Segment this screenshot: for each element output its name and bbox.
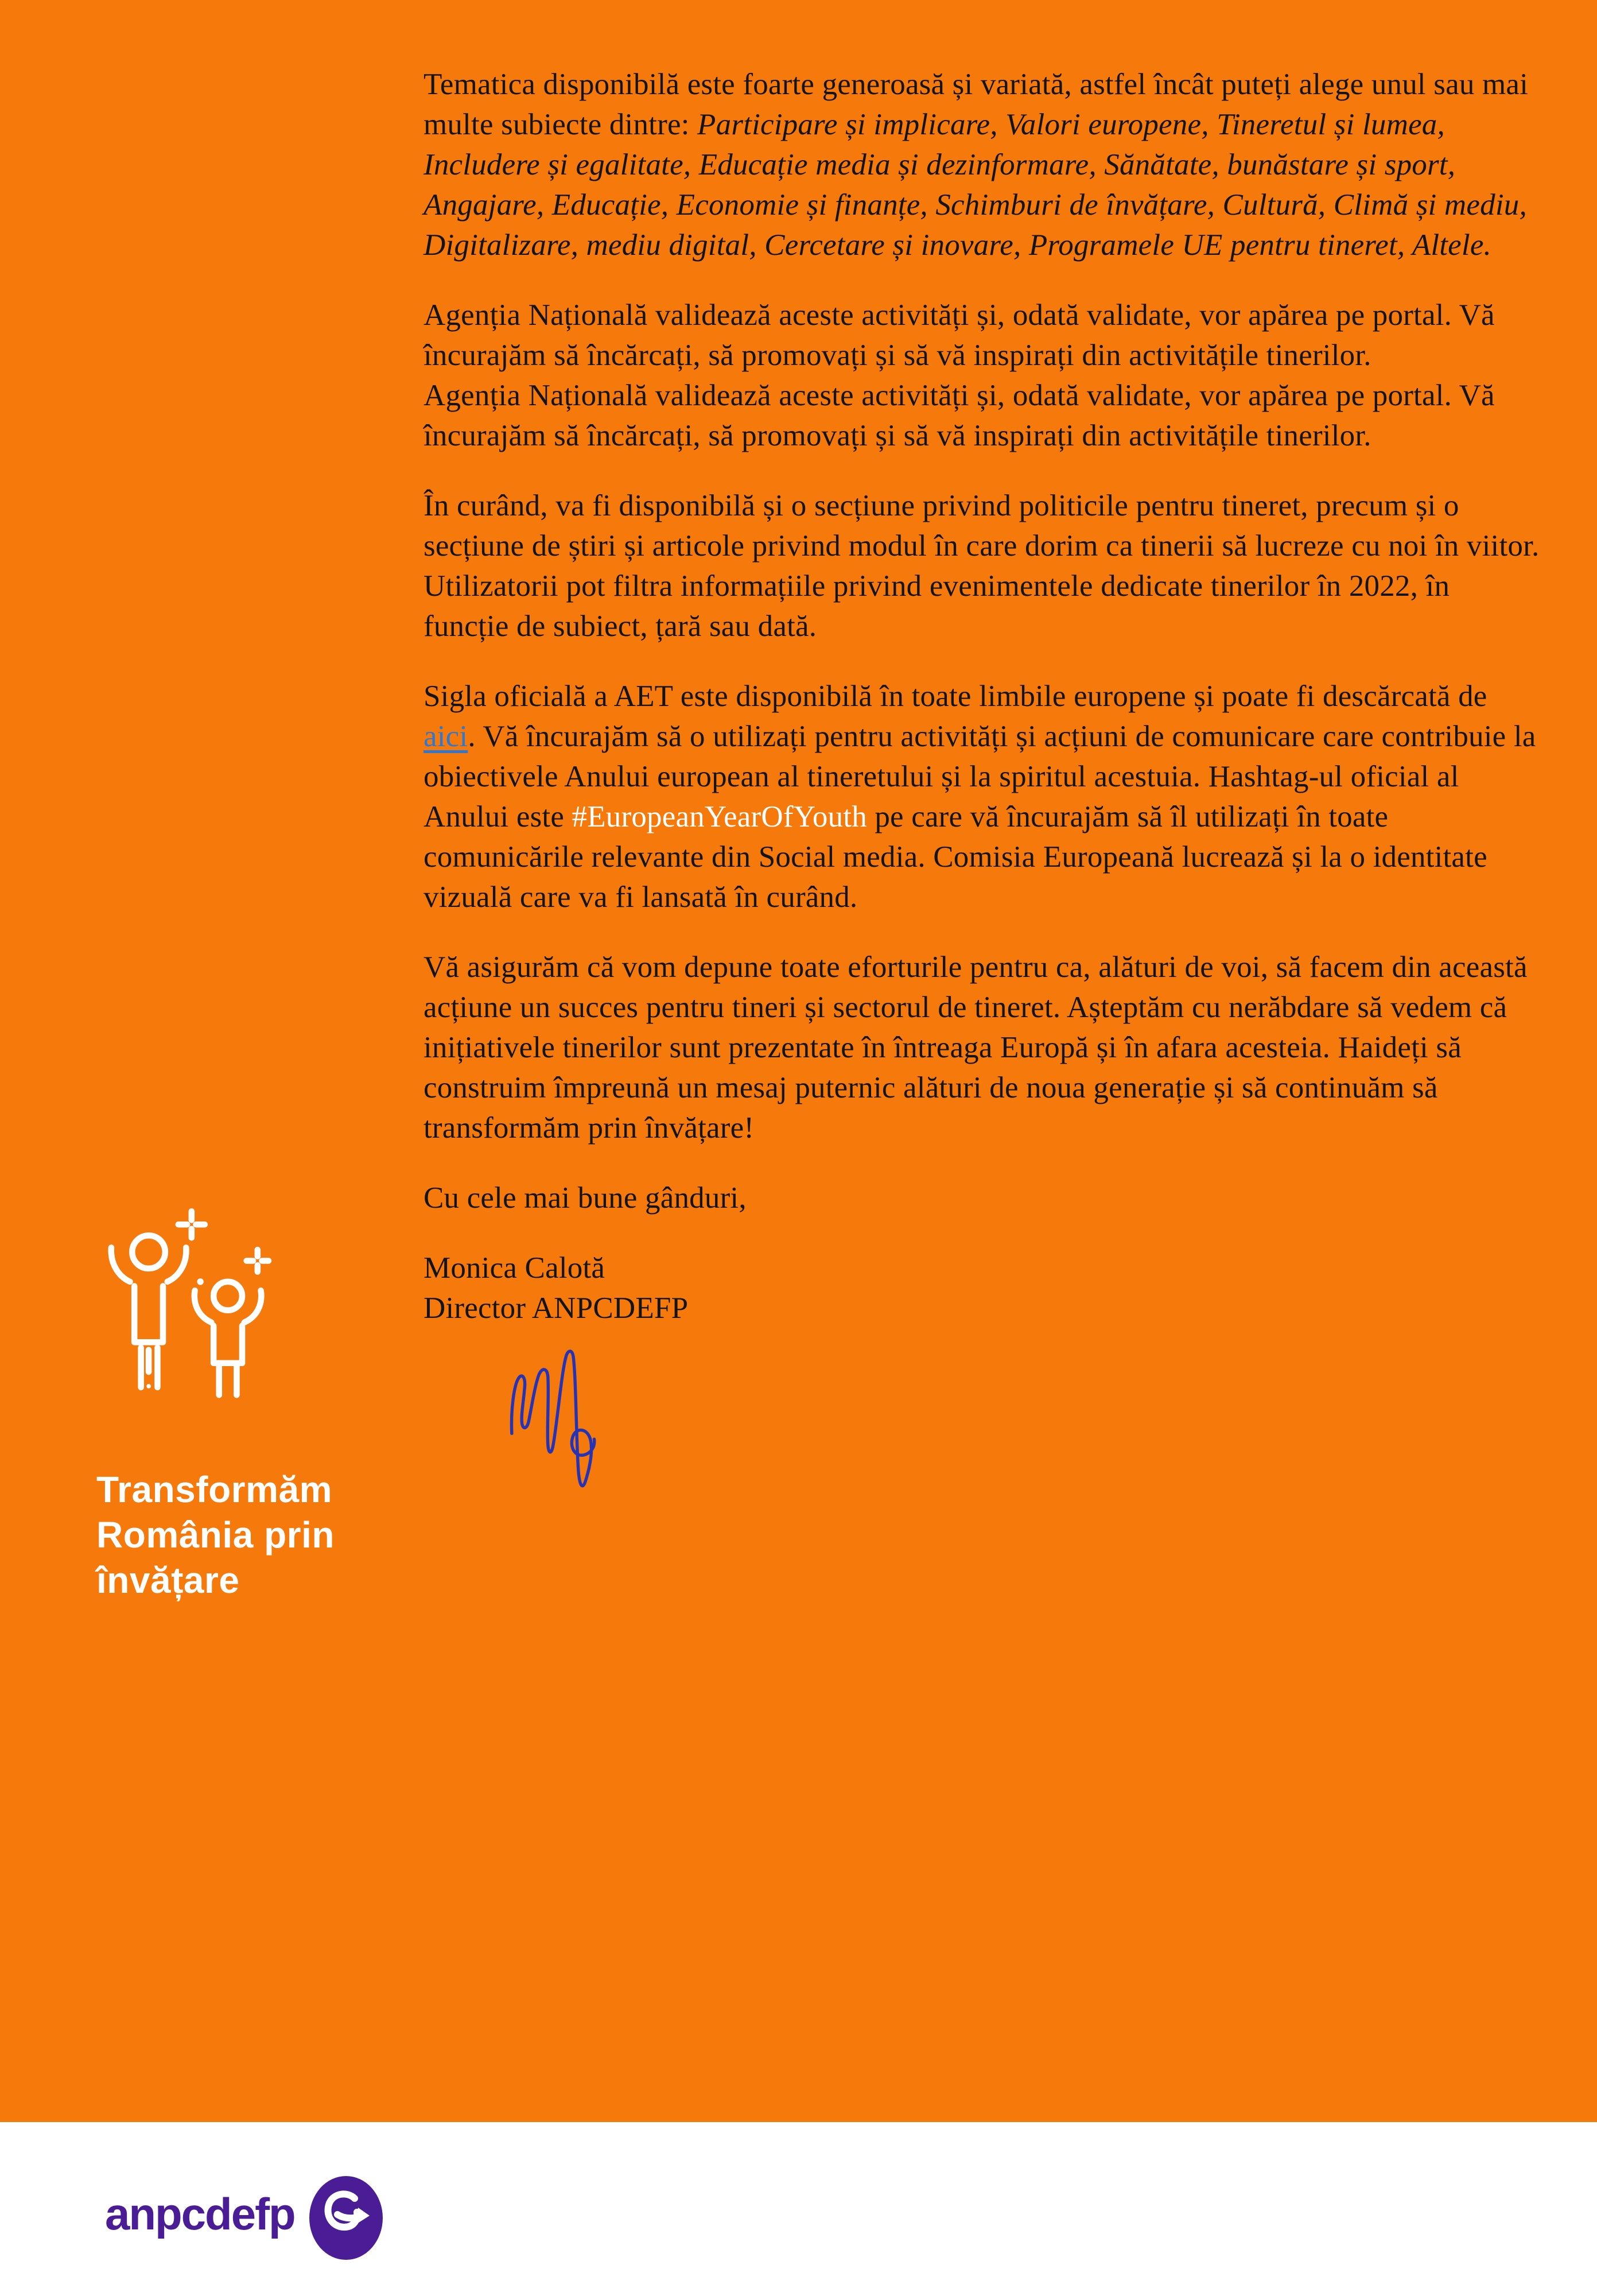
signature-icon bbox=[497, 1343, 620, 1512]
tagline-line-1: Transformăm bbox=[96, 1469, 332, 1510]
paragraph-upcoming-section: În curând, va fi disponibilă și o secțiune privind politicile pentru tineret, precum și o secțiune de știri și articole privind modul în care dorim ca tinerii să lucreze cu noi în viitor. Utilizatorii pot filtra informațiile privind evenimentele dedicate tinerilor în 2022, în funcție de subiect, țară sau dată. bbox=[423, 489, 1540, 643]
logo-paragraph-start: Sigla oficială a AET este disponibilă în toate limbile europene și poate fi descărcată de bbox=[423, 680, 1487, 713]
tagline bbox=[96, 1467, 395, 1603]
logo-paragraph-end: pe care vă încurajăm să îl utilizați în toate comunicările relevante din Social media. Comisia Europeană lucrează și la o identitate vizuală care va fi lansată în curând. bbox=[423, 800, 1487, 914]
tagline-line-2: România prin bbox=[96, 1514, 335, 1556]
paragraph-logo-hashtag bbox=[423, 676, 1542, 917]
closing-line: Cu cele mai bune gânduri, bbox=[423, 1181, 747, 1215]
paragraph-validation: Agenția Națională validează aceste activități și, odată validate, vor apărea pe portal. Vă încurajăm să încărcați, să promovați și să vă inspirați din activitățile tinerilor. bbox=[423, 298, 1495, 372]
paragraph-validation-repeat: Agenția Națională validează aceste activități și, odată validate, vor apărea pe portal. Vă încurajăm să încărcați, să promovați și să vă inspirați din activitățile tinerilor. bbox=[423, 379, 1495, 452]
aici-download-link[interactable]: aici bbox=[423, 720, 468, 753]
paragraph-topics-list: Participare și implicare, Valori europene, Tineretul și lumea, Includere și egalitate, Educație media și dezinformare, Sănătate, bunăstare și sport, Angajare, Educație, Economie și finanțe, Schimburi de învățare, Cultură, Climă și mediu, Digitalizare, mediu digital, Cercetare și inovare, Programele UE pentru tineret, Altele. bbox=[423, 108, 1527, 262]
logo-paragraph-middle: . Vă încurajăm să o utilizați pentru activități și acțiuni de comunicare care contribuie la obiectivele Anului european al tineretului și la spiritul acestuia. Hashtag-ul oficial al Anului este bbox=[423, 720, 1536, 833]
handwritten-signature bbox=[497, 1343, 620, 1512]
paragraph-assurance: Vă asigurăm că vom depune toate eforturile pentru ca, alături de voi, să facem din această acțiune un succes pentru tineri și sectorul de tineret. Așteptăm cu nerăbdare să vedem că inițiativele tinerilor sunt prezentate în întreaga Europă și în afara acesteia. Haideți să construim împreună un mesaj puternic alături de noua generație și să continuăm să transformăm prin învățare! bbox=[423, 951, 1528, 1145]
anpcdefp-logo bbox=[105, 2175, 383, 2260]
official-hashtag: #EuropeanYearOfYouth bbox=[572, 800, 867, 833]
signer-title: Director ANPCDEFP bbox=[423, 1292, 689, 1325]
celebration-icon bbox=[84, 1203, 282, 1424]
anpcdefp-logo-mark-icon bbox=[309, 2175, 383, 2260]
tagline-line-3: învățare bbox=[96, 1560, 240, 1601]
anpcdefp-wordmark: anpcdefp bbox=[105, 2189, 295, 2239]
celebration-people-icon bbox=[84, 1203, 282, 1424]
paragraph-topics bbox=[423, 64, 1542, 265]
letter-body bbox=[423, 64, 1542, 1512]
paragraph-topics-lead: Tematica disponibilă este foarte generoasă și variată, astfel încât puteți alege unul sau mai multe subiecte dintre: bbox=[423, 68, 1529, 141]
signer-name: Monica Calotă bbox=[423, 1251, 605, 1285]
